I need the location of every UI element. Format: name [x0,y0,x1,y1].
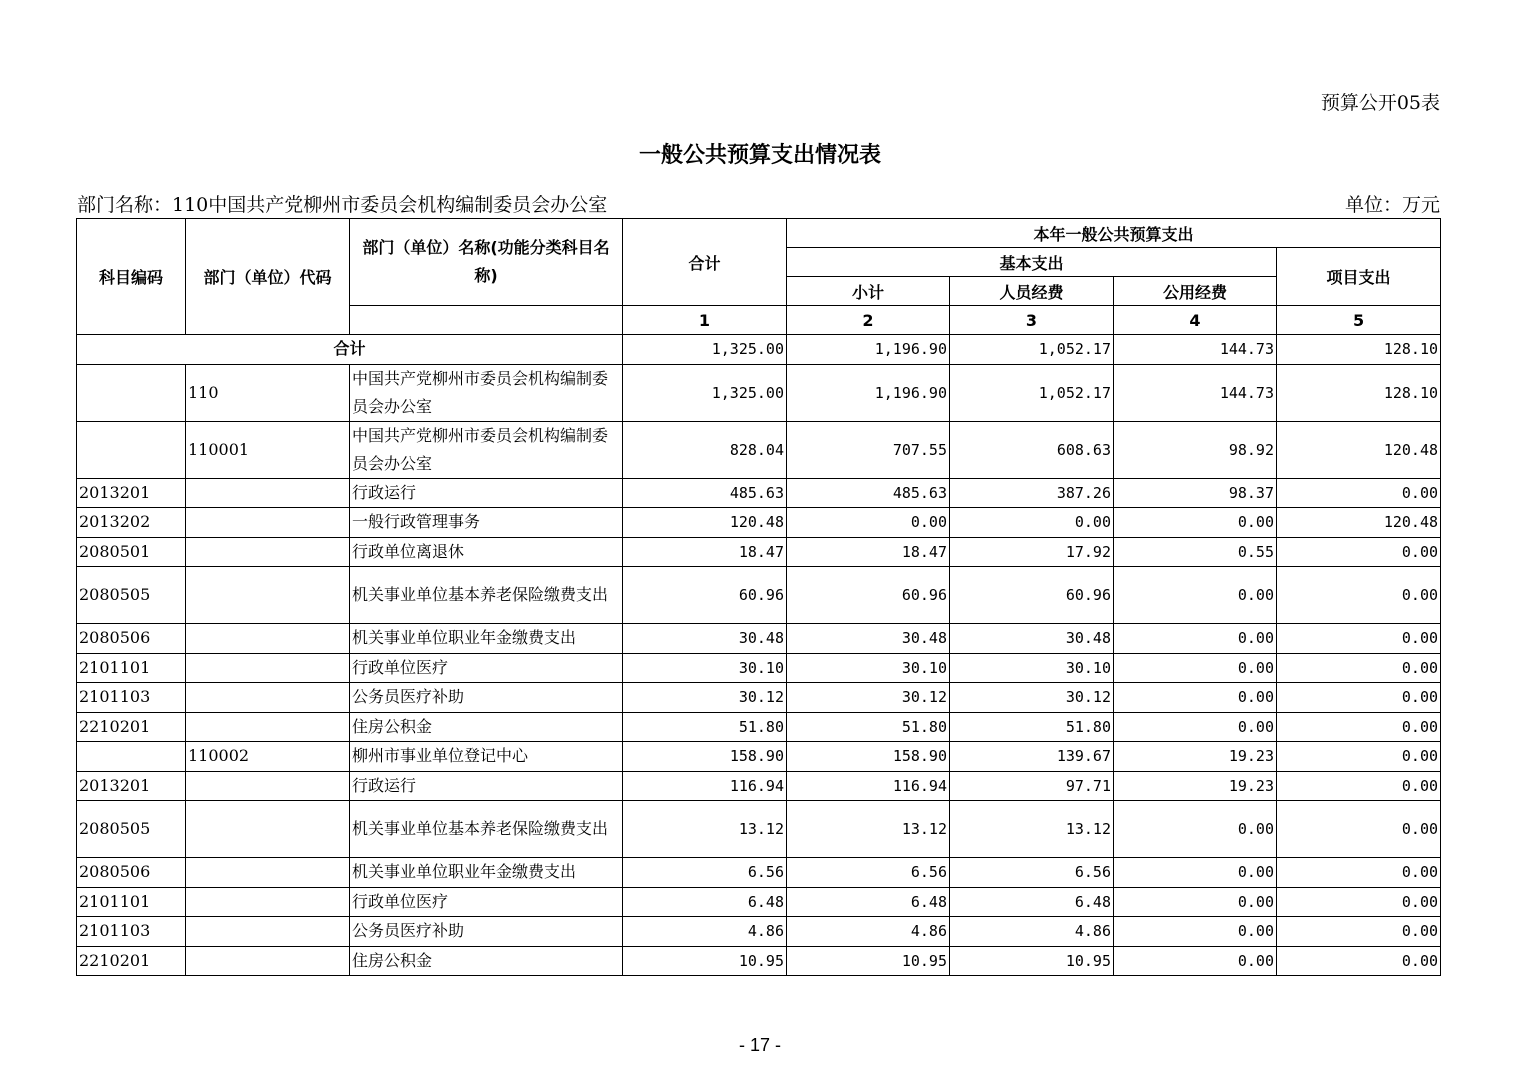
total-row-label: 合计 [77,335,623,365]
subtotal-cell: 18.47 [787,537,950,567]
header-total: 合计 [623,219,787,306]
page-title: 一般公共预算支出情况表 [638,143,881,168]
personnel-cell: 60.96 [950,567,1114,624]
subject-code-cell: 2101101 [77,887,186,917]
subject-code-cell: 2013201 [77,771,186,801]
subtotal-cell: 116.94 [787,771,950,801]
personnel-cell: 17.92 [950,537,1114,567]
project-cell: 120.48 [1277,508,1441,538]
dept-name-cell: 中国共产党柳州市委员会机构编制委员会办公室 [350,364,623,421]
total-cell: 13.12 [623,801,787,858]
header-subtotal: 小计 [787,277,950,306]
form-number: 预算公开05表 [1320,92,1440,114]
public-cell: 0.00 [1114,567,1277,624]
personnel-cell: 30.10 [950,653,1114,683]
total-cell: 18.47 [623,537,787,567]
header-index-1: 1 [623,306,787,335]
page-number: - 17 - [738,1035,781,1055]
total-cell: 4.86 [623,917,787,947]
personnel-cell: 1,052.17 [950,364,1114,421]
table-row [77,683,1441,713]
public-cell: 98.92 [1114,421,1277,478]
table-row [77,712,1441,742]
public-cell: 0.00 [1114,508,1277,538]
table-header [77,219,1441,335]
personnel-cell: 97.71 [950,771,1114,801]
total-cell: 51.80 [623,712,787,742]
table-row [77,887,1441,917]
subject-code-cell: 2013202 [77,508,186,538]
subject-code-cell: 2101103 [77,683,186,713]
total-cell: 30.48 [623,624,787,654]
dept-code-cell [186,567,350,624]
dept-code-cell [186,508,350,538]
subject-code-cell [77,742,186,772]
subtotal-cell: 30.10 [787,653,950,683]
budget-table [76,218,1441,976]
personnel-cell: 139.67 [950,742,1114,772]
public-cell: 19.23 [1114,742,1277,772]
table-row [77,624,1441,654]
unit-label: 单位：万元 [1344,194,1440,216]
dept-code-cell [186,917,350,947]
dept-name-cell: 机关事业单位基本养老保险缴费支出 [350,567,623,624]
dept-code-cell [186,887,350,917]
dept-code-cell [186,653,350,683]
dept-name-cell: 一般行政管理事务 [350,508,623,538]
table-row [77,421,1441,478]
table-row [77,537,1441,567]
dept-code-cell [186,537,350,567]
table-row [77,742,1441,772]
subject-code-cell [77,421,186,478]
total-cell: 30.10 [623,653,787,683]
public-cell: 0.00 [1114,858,1277,888]
dept-name-cell: 行政运行 [350,771,623,801]
dept-name-cell: 机关事业单位职业年金缴费支出 [350,624,623,654]
table-body [77,335,1441,976]
project-cell: 0.00 [1277,801,1441,858]
department-label: 部门名称：110中国共产党柳州市委员会机构编制委员会办公室 [77,194,608,216]
project-cell: 0.00 [1277,624,1441,654]
public-cell: 0.55 [1114,537,1277,567]
header-index-3: 3 [950,306,1114,335]
header-current-year: 本年一般公共预算支出 [787,219,1441,248]
header-project: 项目支出 [1277,248,1441,306]
dept-name-cell: 柳州市事业单位登记中心 [350,742,623,772]
public-cell: 0.00 [1114,712,1277,742]
personnel-cell: 30.48 [950,624,1114,654]
subject-code-cell: 2080506 [77,858,186,888]
subtotal-cell: 158.90 [787,742,950,772]
subject-code-cell: 2080505 [77,801,186,858]
header-basic: 基本支出 [787,248,1277,277]
personnel-cell: 4.86 [950,917,1114,947]
dept-name-cell: 住房公积金 [350,712,623,742]
subject-code-cell: 2210201 [77,712,186,742]
total-cell: 158.90 [623,742,787,772]
public-cell: 19.23 [1114,771,1277,801]
table-row [77,508,1441,538]
public-cell: 144.73 [1114,364,1277,421]
personnel-cell: 6.56 [950,858,1114,888]
dept-code-cell [186,771,350,801]
project-cell: 0.00 [1277,858,1441,888]
project-cell: 0.00 [1277,917,1441,947]
total-cell: 6.48 [623,887,787,917]
project-cell: 0.00 [1277,771,1441,801]
subtotal-cell: 13.12 [787,801,950,858]
total-cell: 120.48 [623,508,787,538]
header-dept-name: 部门（单位）名称(功能分类科目名称) [350,219,623,306]
public-cell: 0.00 [1114,946,1277,976]
dept-code-cell [186,946,350,976]
dept-code-cell [186,801,350,858]
table-row [77,478,1441,508]
total-cell: 116.94 [623,771,787,801]
subject-code-cell [77,364,186,421]
table-row [77,567,1441,624]
public-cell: 0.00 [1114,683,1277,713]
total-cell: 6.56 [623,858,787,888]
total-row-public: 144.73 [1114,335,1277,365]
subtotal-cell: 6.48 [787,887,950,917]
public-cell: 0.00 [1114,653,1277,683]
subtotal-cell: 6.56 [787,858,950,888]
subtotal-cell: 30.12 [787,683,950,713]
subject-code-cell: 2210201 [77,946,186,976]
public-cell: 0.00 [1114,624,1277,654]
subtotal-cell: 60.96 [787,567,950,624]
header-index-5: 5 [1277,306,1441,335]
dept-name-cell: 机关事业单位职业年金缴费支出 [350,858,623,888]
dept-name-cell: 公务员医疗补助 [350,683,623,713]
project-cell: 0.00 [1277,712,1441,742]
table-row [77,771,1441,801]
personnel-cell: 13.12 [950,801,1114,858]
subtotal-cell: 485.63 [787,478,950,508]
header-dept-code: 部门（单位）代码 [186,219,350,335]
total-cell: 60.96 [623,567,787,624]
total-row-personnel: 1,052.17 [950,335,1114,365]
project-cell: 0.00 [1277,683,1441,713]
dept-code-cell [186,478,350,508]
dept-code-cell [186,858,350,888]
dept-name-cell: 行政运行 [350,478,623,508]
project-cell: 0.00 [1277,742,1441,772]
project-cell: 0.00 [1277,887,1441,917]
header-personnel: 人员经费 [950,277,1114,306]
project-cell: 0.00 [1277,946,1441,976]
dept-name-cell: 公务员医疗补助 [350,917,623,947]
table-row [77,917,1441,947]
table-row [77,364,1441,421]
total-row-subtotal: 1,196.90 [787,335,950,365]
header-index-blank [350,306,623,335]
subtotal-cell: 0.00 [787,508,950,538]
subtotal-cell: 4.86 [787,917,950,947]
dept-code-cell [186,624,350,654]
dept-name-cell: 行政单位离退休 [350,537,623,567]
subject-code-cell: 2101103 [77,917,186,947]
public-cell: 98.37 [1114,478,1277,508]
personnel-cell: 6.48 [950,887,1114,917]
subtotal-cell: 10.95 [787,946,950,976]
subtotal-cell: 30.48 [787,624,950,654]
project-cell: 0.00 [1277,567,1441,624]
project-cell: 0.00 [1277,537,1441,567]
total-row [77,335,1441,365]
project-cell: 120.48 [1277,421,1441,478]
project-cell: 128.10 [1277,364,1441,421]
public-cell: 0.00 [1114,917,1277,947]
total-cell: 10.95 [623,946,787,976]
header-index-2: 2 [787,306,950,335]
subject-code-cell: 2101101 [77,653,186,683]
subject-code-cell: 2013201 [77,478,186,508]
total-row-total: 1,325.00 [623,335,787,365]
public-cell: 0.00 [1114,801,1277,858]
personnel-cell: 387.26 [950,478,1114,508]
dept-code-cell: 110002 [186,742,350,772]
dept-code-cell [186,712,350,742]
dept-name-cell: 行政单位医疗 [350,887,623,917]
project-cell: 0.00 [1277,478,1441,508]
personnel-cell: 51.80 [950,712,1114,742]
subject-code-cell: 2080505 [77,567,186,624]
personnel-cell: 30.12 [950,683,1114,713]
dept-name-cell: 行政单位医疗 [350,653,623,683]
table-row [77,801,1441,858]
header-public: 公用经费 [1114,277,1277,306]
total-row-project: 128.10 [1277,335,1441,365]
header-index-4: 4 [1114,306,1277,335]
subject-code-cell: 2080506 [77,624,186,654]
total-cell: 828.04 [623,421,787,478]
subtotal-cell: 1,196.90 [787,364,950,421]
subtotal-cell: 707.55 [787,421,950,478]
subtotal-cell: 51.80 [787,712,950,742]
dept-name-cell: 中国共产党柳州市委员会机构编制委员会办公室 [350,421,623,478]
subject-code-cell: 2080501 [77,537,186,567]
total-cell: 30.12 [623,683,787,713]
table-row [77,946,1441,976]
dept-code-cell: 110 [186,364,350,421]
dept-name-cell: 住房公积金 [350,946,623,976]
dept-code-cell [186,683,350,713]
header-subject-code: 科目编码 [77,219,186,335]
project-cell: 0.00 [1277,653,1441,683]
dept-code-cell: 110001 [186,421,350,478]
table-row [77,858,1441,888]
table-row [77,653,1441,683]
total-cell: 1,325.00 [623,364,787,421]
public-cell: 0.00 [1114,887,1277,917]
dept-name-cell: 机关事业单位基本养老保险缴费支出 [350,801,623,858]
personnel-cell: 608.63 [950,421,1114,478]
personnel-cell: 10.95 [950,946,1114,976]
personnel-cell: 0.00 [950,508,1114,538]
total-cell: 485.63 [623,478,787,508]
